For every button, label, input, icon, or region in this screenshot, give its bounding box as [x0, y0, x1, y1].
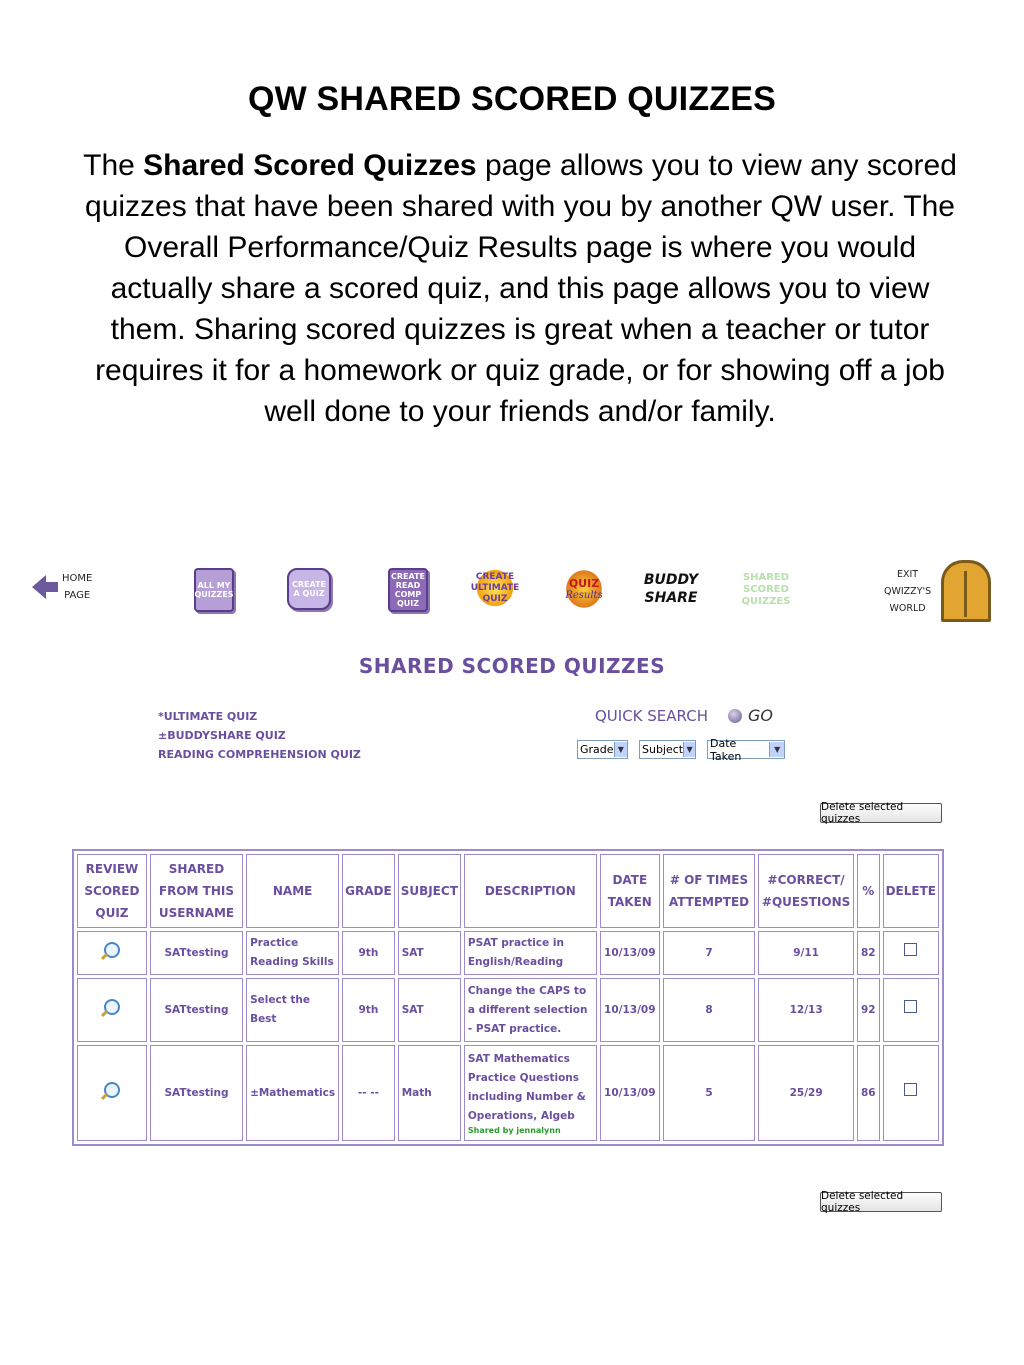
- percent-cell: 82: [857, 931, 880, 975]
- go-button-icon[interactable]: [728, 709, 742, 723]
- quick-search-label: QUICK SEARCH: [595, 706, 708, 725]
- home-page-link[interactable]: [32, 569, 92, 605]
- username-cell: SATtesting: [150, 978, 243, 1042]
- review-cell[interactable]: [77, 978, 147, 1042]
- subject-select-value: Subject: [642, 743, 684, 756]
- chevron-down-icon: ▼: [769, 742, 784, 757]
- delete-checkbox[interactable]: [904, 943, 917, 956]
- legend-ultimate: *ULTIMATE QUIZ: [158, 710, 258, 723]
- exit-line3: WORLD: [889, 602, 926, 614]
- description-cell: [464, 1045, 597, 1141]
- col-subject: SUBJECT: [398, 854, 461, 928]
- table-row: [77, 978, 939, 1042]
- shared-scored-quizzes-link[interactable]: SHARED SCORED QUIZZES: [741, 572, 791, 607]
- door-icon: [941, 560, 991, 622]
- col-percent: %: [857, 854, 880, 928]
- username-cell: SATtesting: [150, 1045, 243, 1141]
- chevron-down-icon: ▼: [614, 742, 627, 757]
- table-row: [77, 1045, 939, 1141]
- col-name: NAME: [246, 854, 339, 928]
- delete-checkbox[interactable]: [904, 1083, 917, 1096]
- go-button[interactable]: GO: [747, 706, 773, 725]
- all-my-quizzes-link[interactable]: ALL MY QUIZZES: [194, 568, 234, 612]
- legend-buddyshare: ±BUDDYSHARE QUIZ: [158, 729, 286, 742]
- description-cell: [464, 931, 597, 975]
- create-read-comp-quiz-link[interactable]: CREATE READ COMP QUIZ: [388, 568, 428, 612]
- date-taken-select-value: Date Taken: [710, 736, 742, 763]
- quiz-results-line2: Results: [565, 589, 603, 601]
- review-cell[interactable]: [77, 931, 147, 975]
- col-delete: DELETE: [883, 854, 939, 928]
- grade-select-value: Grade: [580, 743, 614, 756]
- back-arrow-tail-icon: [46, 582, 58, 592]
- delete-cell: [883, 931, 939, 975]
- col-date-taken: DATE TAKEN: [600, 854, 660, 928]
- exit-qwizzys-world-link[interactable]: [884, 561, 991, 621]
- exit-line1: EXIT: [897, 568, 919, 580]
- back-arrow-icon: [32, 575, 46, 599]
- subject-cell: SAT: [398, 931, 461, 975]
- col-times-attempted: # OF TIMES ATTEMPTED: [663, 854, 756, 928]
- score-cell: 12/13: [758, 978, 854, 1042]
- percent-cell: 92: [857, 978, 880, 1042]
- intro-rest: page allows you to view any scored quizzes that have been shared with you by another QW user. The Overall Performance/Quiz Results page is where you would actually share a scored quiz, and this page allows you to view them. Sharing scored quizzes is great when a teacher or tutor requires it for a homework or quiz grade, or for showing off a job well done to your friends and/or family.: [85, 149, 957, 428]
- description-cell: [464, 978, 597, 1042]
- grade-select[interactable]: [577, 740, 628, 759]
- magnifier-icon[interactable]: [104, 1082, 120, 1098]
- grade-cell: -- --: [342, 1045, 395, 1141]
- subject-cell: SAT: [398, 978, 461, 1042]
- document-title: QW SHARED SCORED QUIZZES: [247, 80, 777, 118]
- grade-cell: 9th: [342, 978, 395, 1042]
- delete-checkbox[interactable]: [904, 1000, 917, 1013]
- quiz-name-cell: ±Mathematics: [246, 1045, 339, 1141]
- attempts-cell: 8: [663, 978, 756, 1042]
- subject-cell: Math: [398, 1045, 461, 1141]
- intro-prefix: The: [83, 149, 144, 182]
- delete-cell: [883, 1045, 939, 1141]
- review-cell[interactable]: [77, 1045, 147, 1141]
- table-header-row: [77, 854, 939, 928]
- percent-cell: 86: [857, 1045, 880, 1141]
- col-shared-from: SHARED FROM THIS USERNAME: [150, 854, 243, 928]
- magnifier-icon[interactable]: [104, 942, 120, 958]
- nav-bar: [0, 555, 1024, 630]
- col-correct-questions: #CORRECT/ #QUESTIONS: [758, 854, 854, 928]
- shared-by-note: Shared by jennalynn: [467, 1126, 561, 1135]
- date-cell: 10/13/09: [600, 978, 660, 1042]
- delete-cell: [883, 978, 939, 1042]
- create-a-quiz-link[interactable]: CREATE A QUIZ: [287, 568, 331, 610]
- description-text: PSAT practice in English/Reading: [467, 937, 564, 968]
- intro-bold: Shared Scored Quizzes: [143, 149, 477, 182]
- col-grade: GRADE: [342, 854, 395, 928]
- buddy-share-line2: SHARE: [644, 590, 698, 606]
- attempts-cell: 7: [663, 931, 756, 975]
- create-ultimate-quiz-link[interactable]: CREATE ULTIMATE QUIZ: [474, 567, 516, 609]
- date-cell: 10/13/09: [600, 1045, 660, 1141]
- description-text: SAT Mathematics Practice Questions including Number & Operations, Algeb: [467, 1053, 586, 1122]
- subject-select[interactable]: [639, 740, 696, 759]
- buddy-share-line1: BUDDY: [643, 572, 699, 588]
- table-row: [77, 931, 939, 975]
- col-review: REVIEW SCORED QUIZ: [77, 854, 147, 928]
- score-cell: 25/29: [758, 1045, 854, 1141]
- description-text: Change the CAPS to a different selection - PSAT practice.: [467, 984, 588, 1035]
- quiz-results-link[interactable]: [565, 569, 603, 609]
- quick-search: [595, 706, 773, 725]
- quiz-name-cell: Practice Reading Skills: [246, 931, 339, 975]
- shared-quizzes-table: [72, 849, 944, 1146]
- home-line1: HOME: [62, 573, 93, 584]
- filter-selects: [577, 736, 785, 763]
- attempts-cell: 5: [663, 1045, 756, 1141]
- legend-reading-comp: READING COMPREHENSION QUIZ: [158, 748, 361, 761]
- home-line2: PAGE: [64, 590, 91, 601]
- username-cell: SATtesting: [150, 931, 243, 975]
- score-cell: 9/11: [758, 931, 854, 975]
- date-cell: 10/13/09: [600, 931, 660, 975]
- intro-paragraph: [80, 145, 960, 432]
- delete-selected-button-top[interactable]: Delete selected quizzes: [820, 803, 942, 823]
- page-title: SHARED SCORED QUIZZES: [358, 654, 666, 678]
- quiz-name-cell: Select the Best: [246, 978, 339, 1042]
- exit-line2: QWIZZY'S: [884, 585, 932, 597]
- buddy-share-link[interactable]: [643, 567, 699, 611]
- quiz-results-line1: QUIZ: [568, 576, 600, 590]
- grade-cell: 9th: [342, 931, 395, 975]
- quiz-type-legend: [158, 707, 361, 764]
- chevron-down-icon: ▼: [683, 742, 695, 757]
- col-description: DESCRIPTION: [464, 854, 597, 928]
- delete-selected-button-bottom[interactable]: Delete selected quizzes: [820, 1192, 942, 1212]
- magnifier-icon[interactable]: [104, 999, 120, 1015]
- date-taken-select[interactable]: [707, 736, 785, 763]
